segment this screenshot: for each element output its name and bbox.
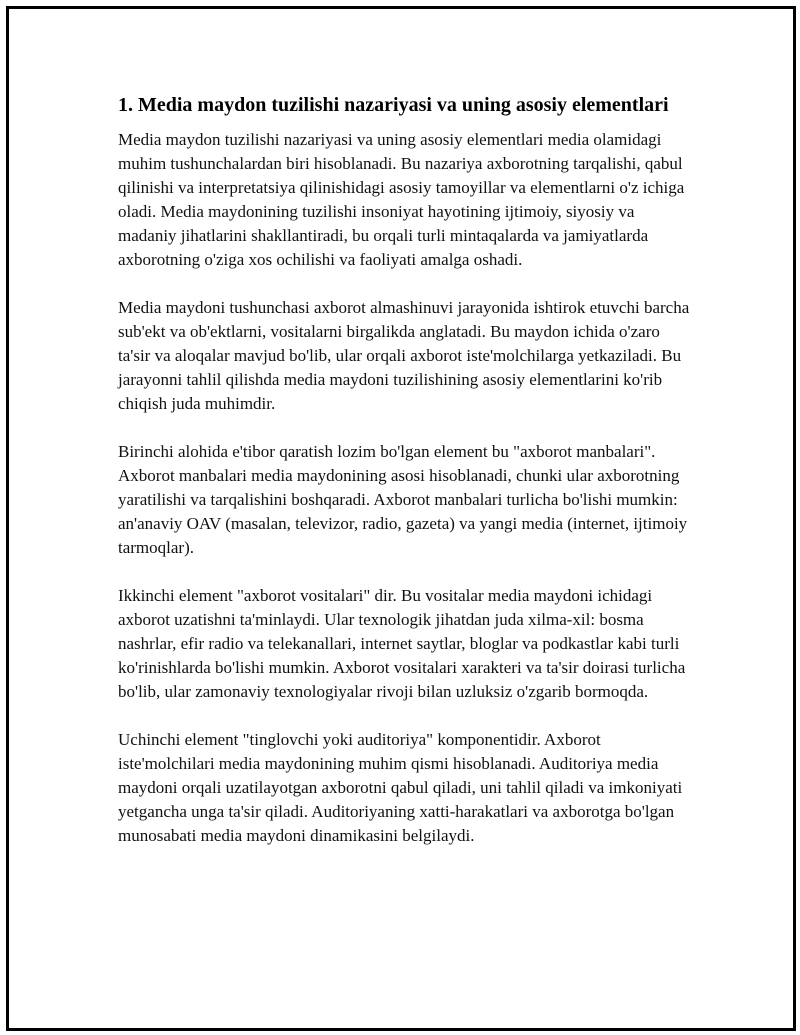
paragraph-3: Birinchi alohida e'tibor qaratish lozim bo'lgan element bu "axborot manbalari". Axborot manbalari media maydonining asosi hisoblanadi, chunki ular axborotning yaratilishi va tarqalishini boshqaradi. Axborot manbalari turlicha bo'lishi mumkin: an'anaviy OAV (masalan, televizor, radio, gazeta) va yangi media (internet, ijtimoiy tarmoqlar). — [118, 442, 688, 557]
document-body — [118, 92, 693, 872]
section-heading: 1. Media maydon tuzilishi nazariyasi va uning asosiy elementlari — [118, 94, 669, 116]
page-frame — [6, 6, 796, 1031]
paragraph-2: Media maydoni tushunchasi axborot almashinuvi jarayonida ishtirok etuvchi barcha sub'ekt va ob'ektlarni, vositalarni birgalikda anglatadi. Bu maydon ichida o'zaro ta'sir va aloqalar mavjud bo'lib, ular orqali axborot iste'molchilarga yetkaziladi. Bu jarayonni tahlil qilishda media maydoni tuzilishining asosiy elementlarini ko'rib chiqish juda muhimdir. — [118, 298, 690, 413]
paragraph-1: Media maydon tuzilishi nazariyasi va uning asosiy elementlari media olamidagi muhim tushunchalardan biri hisoblanadi. Bu nazariya axborotning tarqalishi, qabul qilinishi va interpretatsiya qilinishidagi asosiy tamoyillar va elementlarni o'z ichiga oladi. Media maydonining tuzilishi insoniyat hayotining ijtimoiy, siyosiy va madaniy jihatlarini shakllantiradi, bu orqali turli mintaqalarda va jamiyatlarda axborotning o'ziga xos ochilishi va faoliyati amalga oshadi. — [118, 130, 685, 269]
paragraph-4: Ikkinchi element "axborot vositalari" dir. Bu vositalar media maydoni ichidagi axborot uzatishni ta'minlaydi. Ular texnologik jihatdan juda xilma-xil: bosma nashrlar, efir radio va telekanallari, internet saytlar, bloglar va podkastlar kabi turli ko'rinishlarda bo'lishi mumkin. Axborot vositalari xarakteri va ta'sir doirasi turlicha bo'lib, ular zamonaviy texnologiyalar rivoji bilan uzluksiz o'zgarib bormoqda. — [118, 586, 686, 701]
paragraph-5: Uchinchi element "tinglovchi yoki auditoriya" komponentidir. Axborot iste'molchilari media maydonining muhim qismi hisoblanadi. Auditoriya media maydoni orqali uzatilayotgan axborotni qabul qiladi, uni tahlil qiladi va imkoniyati yetgancha unga ta'sir qiladi. Auditoriyaning xatti-harakatlari va axborotga bo'lgan munosabati media maydoni dinamikasini belgilaydi. — [118, 730, 683, 845]
